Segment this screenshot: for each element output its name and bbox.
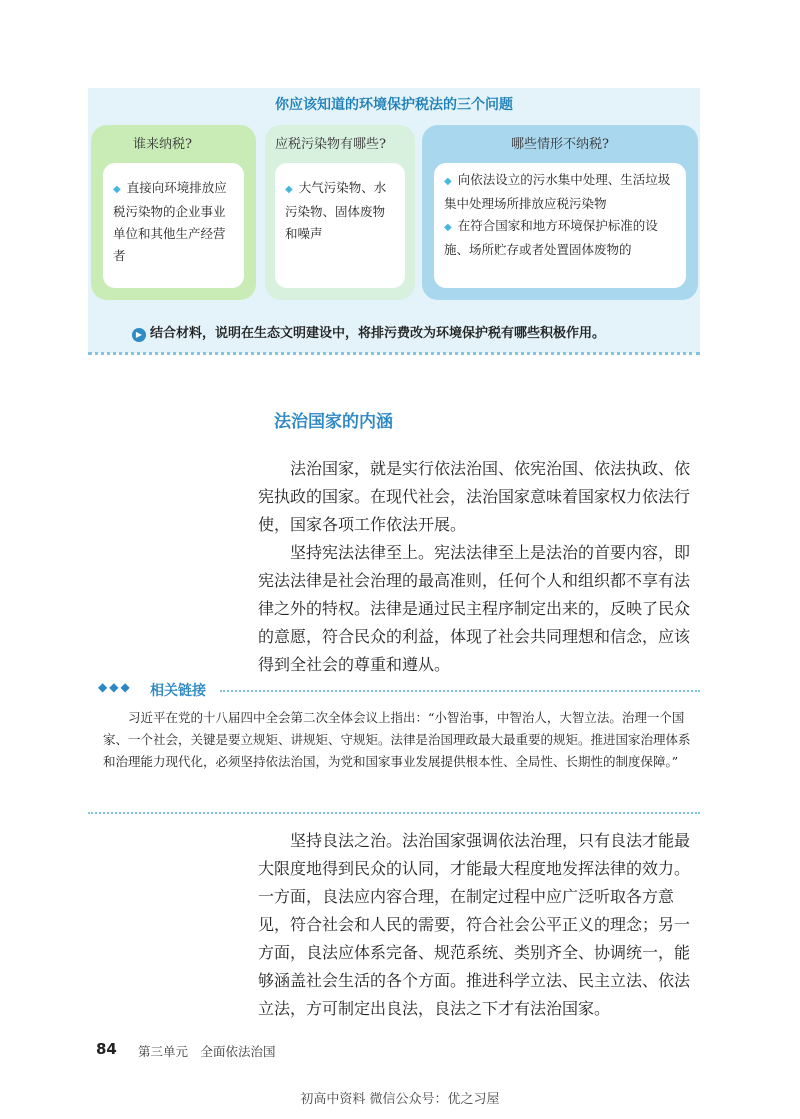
watermark-text: 初高中资料 微信公众号：优之习屋 [300,1092,500,1107]
body-paragraph: 法治国家，就是实行依法治国、依宪治国、依法执政、依宪执政的国家。在现代社会，法治国家意味着国家权力依法行使，国家各项工作依法开展。 [258,459,691,534]
discussion-prompt: ▶ 结合材料，说明在生态文明建设中，将排污费改为环境保护税有哪些积极作用。 [132,322,605,342]
info-column-heading: 谁来纳税? [133,137,192,152]
diamond-bullet-icon: ◆ [113,184,121,195]
diamond-bullet-icon: ◆ [444,176,452,187]
info-column-who-pays [91,125,256,300]
info-item: ◆ 向依法设立的污水集中处理、生活垃圾集中处理场所排放应税污染物 [444,172,671,211]
related-link-text: 习近平在党的十八届四中全会第二次全体会议上指出：“小智治事，中智治人，大智立法。治理一个国家、一个社会，关键是要立规矩、讲规矩、守规矩。法律是治国理政最大最重要的规矩。推进国家治理体系和治理能力现代化，必须坚持依法治国，为党和国家事业发展提供根本性、全局性、长期性的制度保障。” [103,710,691,769]
info-card [103,163,244,288]
divider [220,690,700,692]
unit-title: 第三单元 全面依法治国 [138,1044,276,1059]
info-item: ◆ 大气污染物、水污染物、固体废物和噪声 [285,180,387,241]
section-title: 法治国家的内涵 [274,412,393,432]
divider [88,352,700,355]
info-column-exemptions [422,125,698,300]
page-number: 84 [96,1040,117,1058]
info-column-heading: 应税污染物有哪些? [275,137,386,152]
info-card [275,163,405,288]
info-card [434,163,686,288]
info-box [88,88,700,353]
related-link-label: 相关链接 [150,683,206,699]
info-item: ◆ 在符合国家和地方环境保护标准的设施、场所贮存或者处置固体废物的 [444,218,658,257]
info-box-title: 你应该知道的环境保护税法的三个问题 [275,97,513,113]
info-item: ◆ 直接向环境排放应税污染物的企业事业单位和其他生产经营者 [113,180,227,263]
info-column-heading: 哪些情形不纳税? [511,137,609,152]
diamond-bullet-icon: ◆ [444,222,452,233]
related-link-header [88,680,700,700]
info-column-pollutants [265,125,415,300]
diamond-bullet-icon: ◆ [285,184,293,195]
play-arrow-icon: ▶ [132,328,146,342]
body-paragraph: 坚持宪法法律至上。宪法法律至上是法治的首要内容，即宪法法律是社会治理的最高准则，任何个人和组织都不享有法律之外的特权。法律是通过民主程序制定出来的，反映了民众的意愿，符合民众的利益，体现了社会共同理想和信念，应该得到全社会的尊重和遵从。 [258,543,691,674]
divider [88,812,700,814]
diamond-icon: ◆◆◆ [98,680,132,694]
body-paragraph: 坚持良法之治。法治国家强调依法治理，只有良法才能最大限度地得到民众的认同，才能最大程度地发挥法律的效力。一方面，良法应内容合理，在制定过程中应广泛听取各方意见，符合社会和人民的需要，符合社会公平正义的理念；另一方面，良法应体系完备、规范系统、类别齐全、协调统一，能够涵盖社会生活的各个方面。推进科学立法、民主立法、依法立法，方可制定出良法，良法之下才有法治国家。 [258,831,691,1018]
